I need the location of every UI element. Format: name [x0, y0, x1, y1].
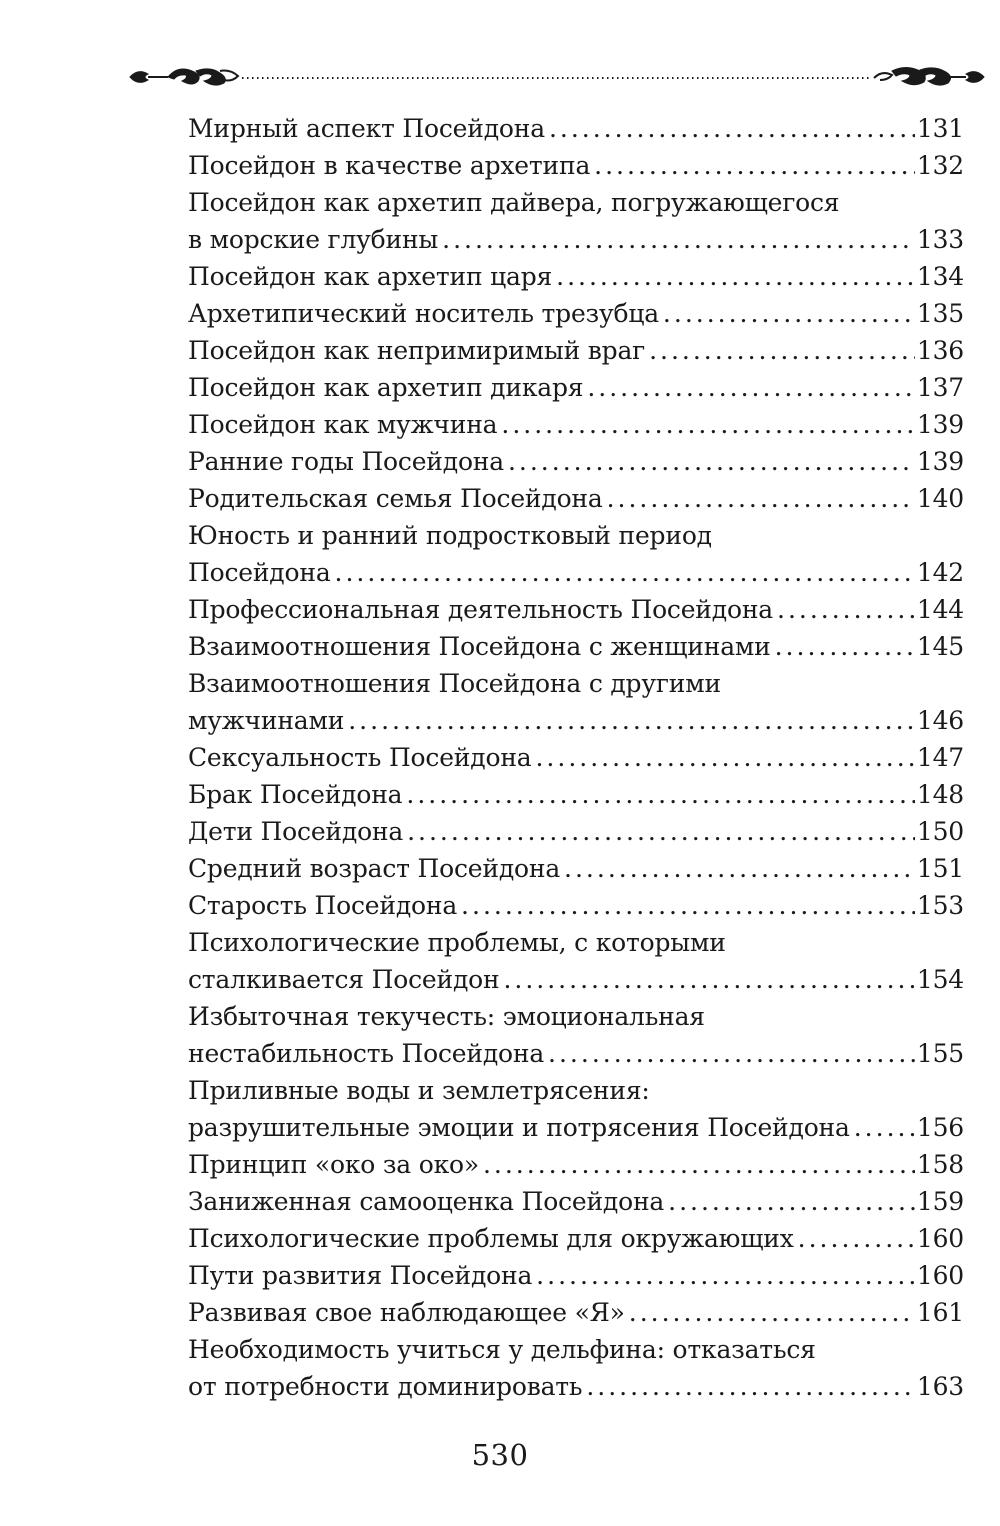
page-number: 530 [471, 1438, 529, 1472]
toc-entry-page: 151 [916, 854, 964, 883]
toc-entry-page: 144 [916, 595, 964, 624]
dot-leader [331, 554, 915, 591]
toc-entry [188, 924, 964, 998]
dot-leader [560, 850, 915, 887]
toc-entry-row [188, 1220, 964, 1257]
toc-entry [188, 1331, 964, 1405]
toc-entry-title: разрушительные эмоции и потрясения Посейдона [188, 1113, 850, 1142]
dot-leader [497, 406, 914, 443]
toc-entry-page: 155 [916, 1039, 964, 1068]
toc-entry [188, 332, 964, 369]
toc-entry-page: 145 [916, 632, 964, 661]
toc-entry [188, 591, 964, 628]
toc-entry [188, 813, 964, 850]
toc-entry [188, 517, 964, 591]
toc-entry-title: Ранние годы Посейдона [188, 447, 504, 476]
dot-leader [625, 1294, 915, 1331]
toc-entry-page: 159 [916, 1187, 964, 1216]
toc-entry-row [188, 147, 964, 184]
toc-entry-title-line: Приливные воды и землетрясения: [188, 1076, 650, 1105]
toc-entry [188, 739, 964, 776]
toc-entry-page: 140 [916, 484, 964, 513]
toc-entry [188, 406, 964, 443]
toc-entry-title: Брак Посейдона [188, 780, 403, 809]
dot-leader [850, 1109, 915, 1146]
dot-leader [590, 147, 915, 184]
dot-leader [545, 110, 915, 147]
toc-entry-title: Родительская семья Посейдона [188, 484, 603, 513]
toc-entry-row [188, 739, 964, 776]
toc-entry [188, 1183, 964, 1220]
toc-entry-title-line: Посейдон как архетип дайвера, погружающегося [188, 188, 840, 217]
toc-entry [188, 887, 964, 924]
toc-entry [188, 443, 964, 480]
toc-entry-title: сталкивается Посейдон [188, 965, 500, 994]
toc-entry-row [188, 776, 964, 813]
dot-leader [773, 591, 915, 628]
header-ornament [128, 62, 986, 92]
toc-entry [188, 1294, 964, 1331]
toc-entry-page: 131 [916, 114, 964, 143]
toc-entry-page: 154 [916, 965, 964, 994]
dot-leader [583, 369, 915, 406]
toc-entry-row [188, 813, 964, 850]
toc-entry-page: 160 [916, 1224, 964, 1253]
toc-entry-title-line: Избыточная текучесть: эмоциональная [188, 1002, 705, 1031]
toc-entry [188, 258, 964, 295]
toc-entry-title: Посейдон как непримиримый враг [188, 336, 646, 365]
dot-leader [531, 739, 914, 776]
toc-entry [188, 110, 964, 147]
dot-leader [457, 887, 915, 924]
toc-entry-page: 136 [916, 336, 964, 365]
dot-leader [403, 813, 915, 850]
toc-entry-page: 147 [916, 743, 964, 772]
toc-entry-title-line: Необходимость учиться у дельфина: отказаться [188, 1335, 816, 1364]
toc-entry-page: 135 [916, 299, 964, 328]
dot-leader [479, 1146, 915, 1183]
toc-entry-row [188, 295, 964, 332]
toc-entry-row [188, 1146, 964, 1183]
toc-entry-title: от потребности доминировать [188, 1372, 583, 1401]
dot-leader [438, 221, 915, 258]
toc-entry-title: Старость Посейдона [188, 891, 458, 920]
toc-entry-title: нестабильность Посейдона [188, 1039, 545, 1068]
toc-entry [188, 850, 964, 887]
toc-entry-row [188, 369, 964, 406]
toc-entry [188, 1072, 964, 1146]
toc-entry-page: 150 [916, 817, 964, 846]
toc-entry [188, 184, 964, 258]
toc-entry-title: Архетипический носитель трезубца [188, 299, 659, 328]
toc-entry-row [188, 591, 964, 628]
toc-entry-title: Посейдон как архетип царя [188, 262, 553, 291]
toc-entry-row [188, 406, 964, 443]
toc-entry-row [188, 110, 964, 147]
toc-entry [188, 480, 964, 517]
toc-entry-title: в морские глубины [188, 225, 439, 254]
dot-leader [794, 1220, 915, 1257]
toc-entry-title: Дети Посейдона [188, 817, 404, 846]
dot-leader [659, 295, 915, 332]
toc-entry [188, 295, 964, 332]
toc-entry-title: Принцип «око за око» [188, 1150, 479, 1179]
table-of-contents [188, 110, 964, 1405]
toc-entry-row [188, 258, 964, 295]
toc-entry-page: 163 [916, 1372, 964, 1401]
toc-entry-title: Взаимоотношения Посейдона с женщинами [188, 632, 771, 661]
dot-leader [603, 480, 915, 517]
toc-entry-title: Сексуальность Посейдона [188, 743, 532, 772]
toc-entry-page: 142 [916, 558, 964, 587]
dot-leader [532, 1257, 915, 1294]
toc-entry-row [188, 1109, 964, 1146]
toc-entry-page: 139 [916, 447, 964, 476]
toc-entry-row [188, 628, 964, 665]
toc-entry-page: 134 [916, 262, 964, 291]
toc-entry-row [188, 961, 964, 998]
toc-entry-title: Развивая свое наблюдающее «Я» [188, 1298, 625, 1327]
toc-entry-row [188, 1368, 964, 1405]
toc-entry-page: 133 [916, 225, 964, 254]
toc-entry-row [188, 332, 964, 369]
toc-entry-title: Психологические проблемы для окружающих [188, 1224, 794, 1253]
toc-entry-row [188, 480, 964, 517]
dot-leader [771, 628, 915, 665]
toc-entry-page: 137 [916, 373, 964, 402]
toc-entry-page: 156 [916, 1113, 964, 1142]
dot-leader [402, 776, 914, 813]
toc-entry [188, 665, 964, 739]
toc-entry [188, 1257, 964, 1294]
toc-entry-row [188, 850, 964, 887]
toc-entry-page: 153 [916, 891, 964, 920]
toc-entry-title: Профессиональная деятельность Посейдона [188, 595, 773, 624]
toc-entry-row [188, 1294, 964, 1331]
toc-entry-title: Заниженная самооценка Посейдона [188, 1187, 665, 1216]
toc-entry-title-line: Юность и ранний подростковый период [188, 521, 712, 550]
toc-entry-row [188, 1183, 964, 1220]
toc-entry-page: 146 [916, 706, 964, 735]
toc-entry-title: Посейдон как архетип дикаря [188, 373, 584, 402]
toc-entry-title: Посейдон как мужчина [188, 410, 498, 439]
toc-entry-title-line: Взаимоотношения Посейдона с другими [188, 669, 721, 698]
toc-entry-title: мужчинами [188, 706, 345, 735]
dot-leader [664, 1183, 915, 1220]
toc-entry-row [188, 1035, 964, 1072]
toc-entry-page: 160 [916, 1261, 964, 1290]
toc-entry-page: 158 [916, 1150, 964, 1179]
toc-entry-row [188, 887, 964, 924]
toc-entry-title-line: Психологические проблемы, с которыми [188, 928, 726, 957]
toc-entry-page: 148 [916, 780, 964, 809]
dot-leader [544, 1035, 915, 1072]
toc-entry-title: Средний возраст Посейдона [188, 854, 561, 883]
toc-entry [188, 1220, 964, 1257]
dot-leader [504, 443, 915, 480]
toc-entry-row [188, 443, 964, 480]
toc-entry [188, 628, 964, 665]
toc-entry [188, 369, 964, 406]
toc-entry-page: 139 [916, 410, 964, 439]
toc-entry-title: Посейдон в качестве архетипа [188, 151, 591, 180]
toc-entry-page: 132 [916, 151, 964, 180]
toc-entry [188, 776, 964, 813]
toc-entry [188, 998, 964, 1072]
dot-leader [552, 258, 915, 295]
toc-entry-row [188, 554, 964, 591]
toc-entry-row [188, 1257, 964, 1294]
toc-entry-title: Мирный аспект Посейдона [188, 114, 545, 143]
toc-entry [188, 147, 964, 184]
toc-entry-title: Посейдона [188, 558, 331, 587]
toc-entry-title: Пути развития Посейдона [188, 1261, 533, 1290]
toc-entry-page: 161 [916, 1298, 964, 1327]
dot-leader [582, 1368, 915, 1405]
dot-leader [344, 702, 915, 739]
toc-entry-row [188, 221, 964, 258]
dot-leader [645, 332, 915, 369]
toc-entry-row [188, 702, 964, 739]
toc-entry [188, 1146, 964, 1183]
dot-leader [499, 961, 914, 998]
